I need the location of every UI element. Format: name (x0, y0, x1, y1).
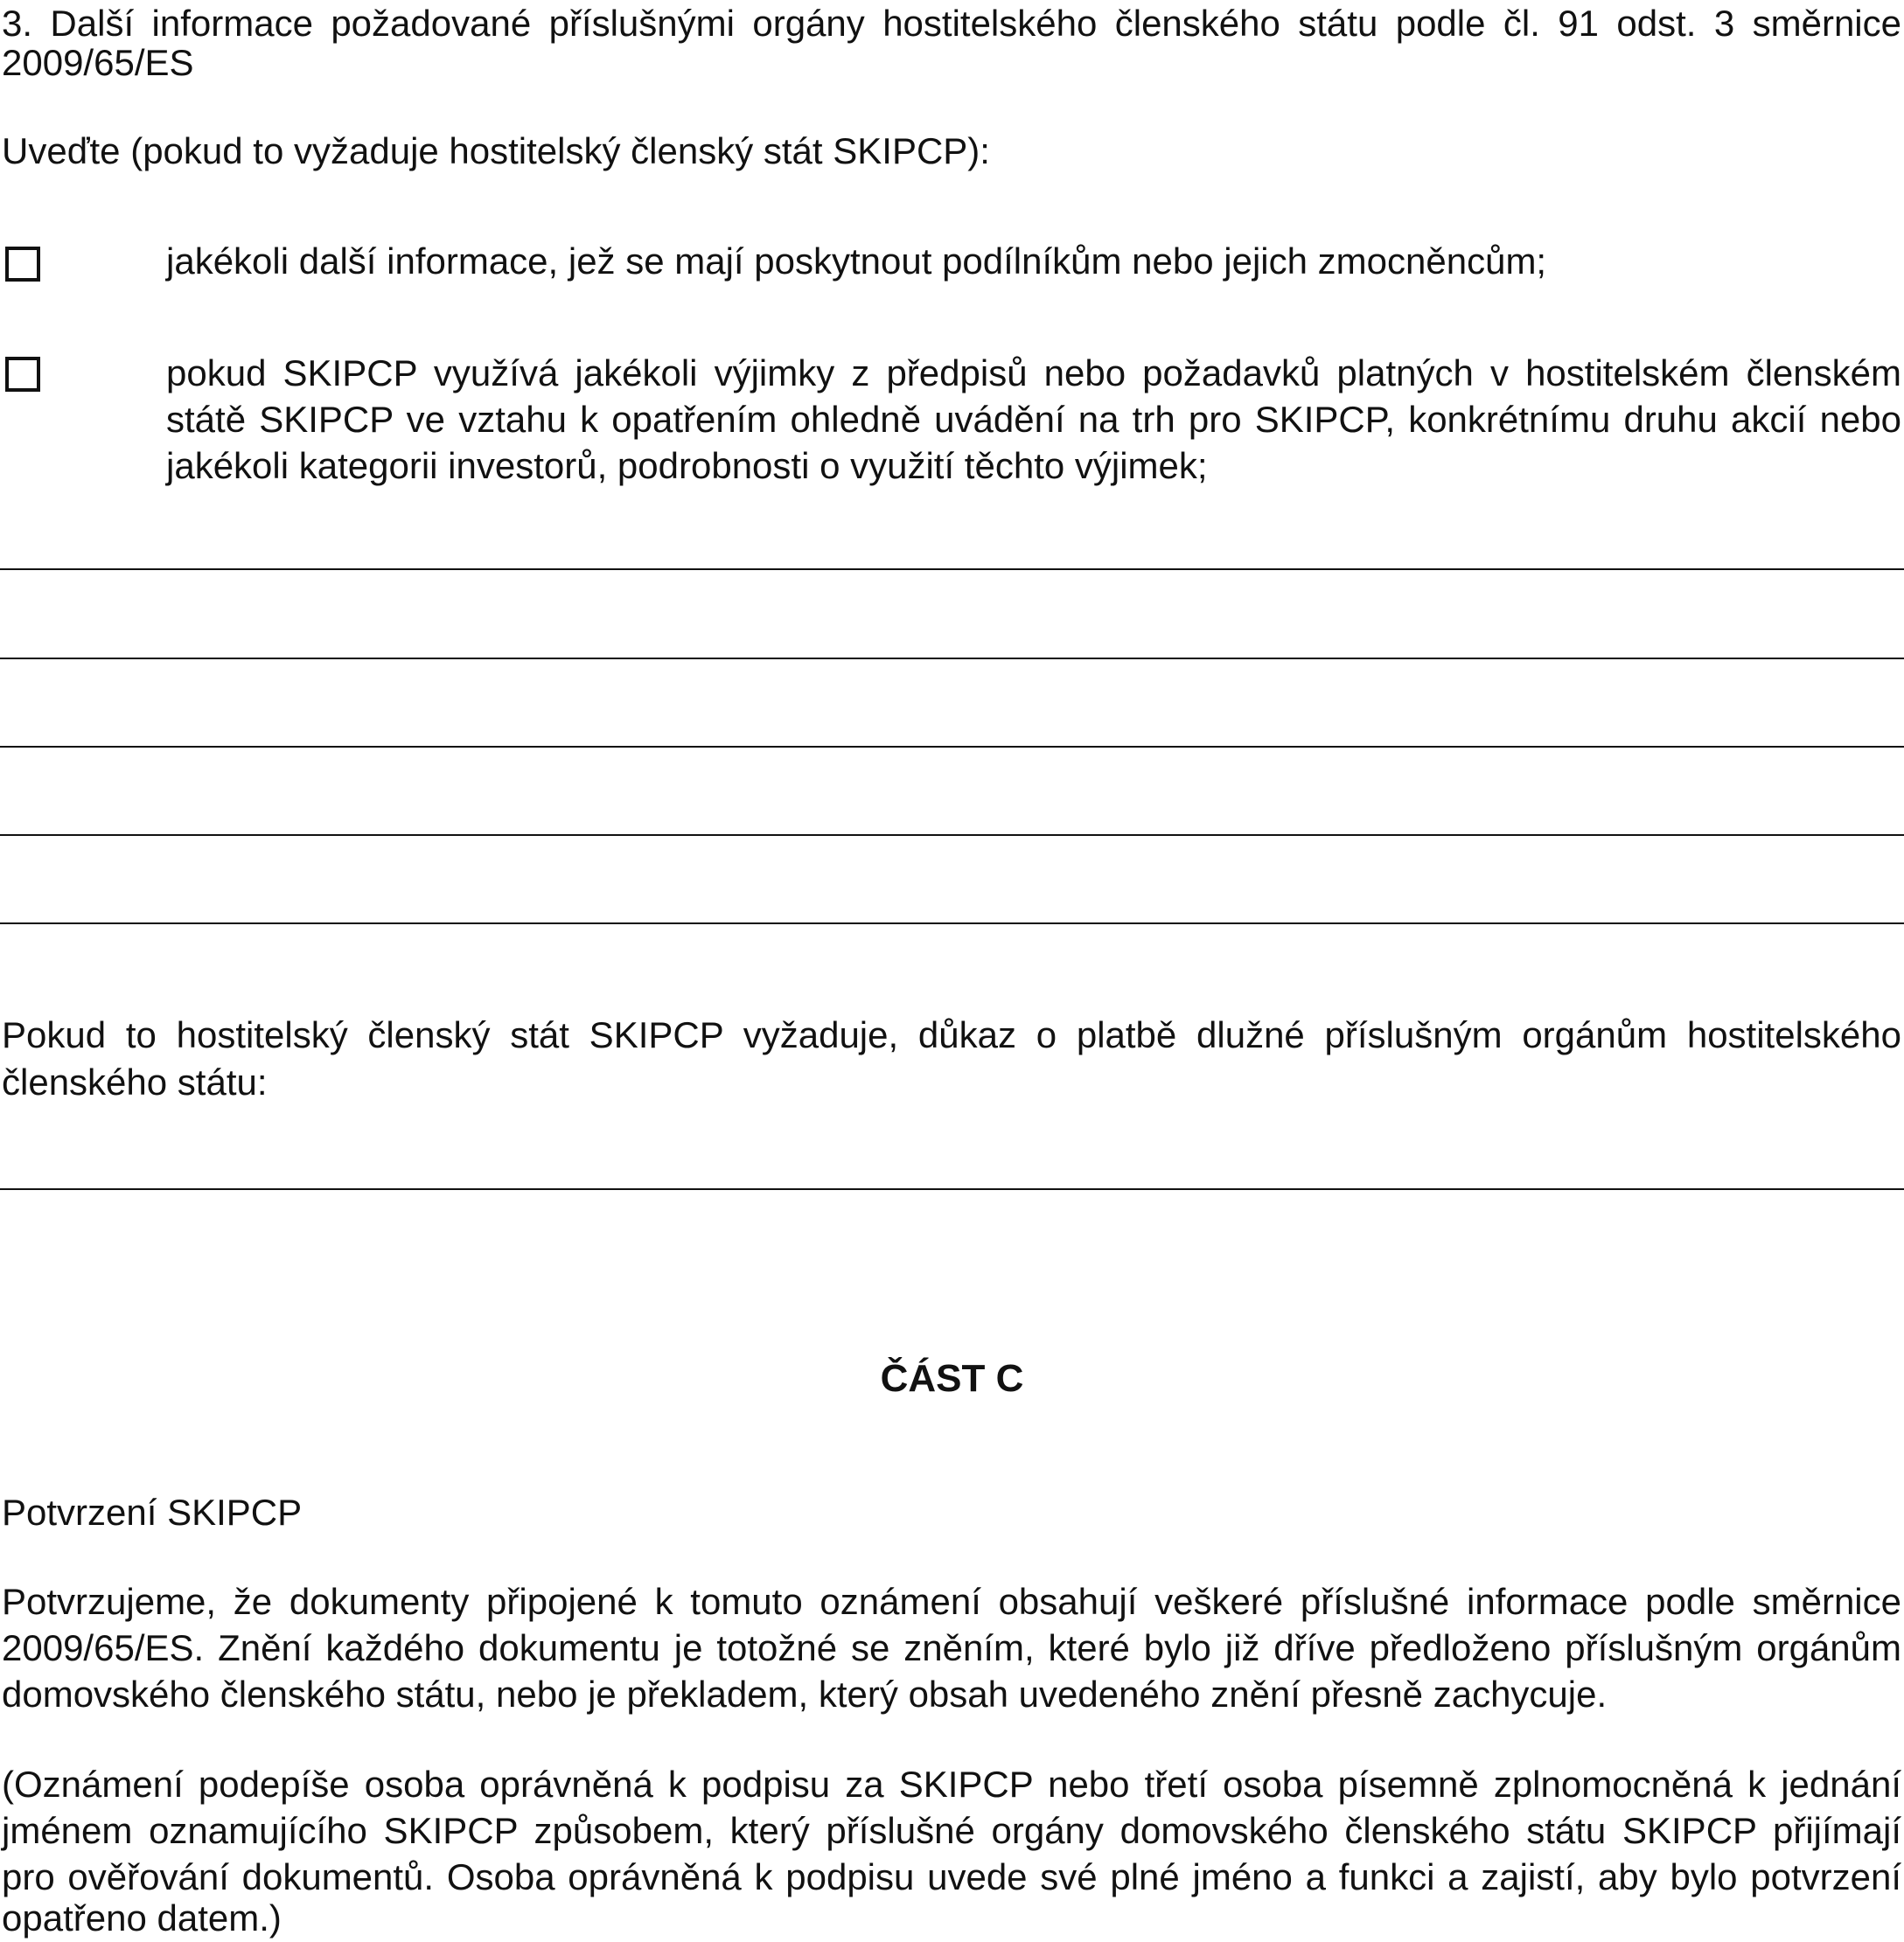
payment-proof-line-2: členského státu: (2, 1061, 268, 1103)
confirmation-line-3: domovského členského státu, nebo je překladem, který obsah uvedeného znění přesně zachycuje. (2, 1674, 1608, 1715)
part-c-subheading: Potvrzení SKIPCP (2, 1492, 303, 1533)
fill-in-line-1[interactable] (0, 568, 1904, 570)
part-c-heading: ČÁST C (880, 1357, 1024, 1400)
section-title-line-2: 2009/65/ES (2, 42, 194, 83)
checkbox-1-label: jakékoli další informace, jež se mají poskytnout podílníkům nebo jejich zmocněncům; (166, 240, 1547, 282)
note-line-4: opatřeno datem.) (2, 1897, 282, 1939)
fill-in-line-3[interactable] (0, 746, 1904, 748)
note-line-3: pro ověřování dokumentů. Osoba oprávněná k podpisu uvede své plné jméno a funkci a zajistí, aby bylo potvrzení (2, 1856, 1901, 1897)
intro-text: Uveďte (pokud to vyžaduje hostitelský členský stát SKIPCP): (2, 130, 990, 171)
checkbox-2-label-line-2: státě SKIPCP ve vztahu k opatřením ohledně uvádění na trh pro SKIPCP, konkrétnímu druhu akcií nebo (166, 399, 1901, 440)
fill-in-line-5[interactable] (0, 922, 1904, 924)
note-line-2: jménem oznamujícího SKIPCP způsobem, který příslušné orgány domovského členského státu SKIPCP přijímají (2, 1810, 1901, 1851)
section-title-line-1: 3. Další informace požadované příslušnými orgány hostitelského členského státu podle čl. 91 odst. 3 směrnice (2, 3, 1901, 44)
payment-proof-line-1: Pokud to hostitelský členský stát SKIPCP vyžaduje, důkaz o platbě dlužné příslušným orgánům hostitelského (2, 1014, 1901, 1055)
checkbox-exemptions[interactable] (5, 357, 40, 392)
checkbox-additional-information[interactable] (5, 247, 40, 282)
payment-fill-in-line[interactable] (0, 1188, 1904, 1190)
fill-in-line-2[interactable] (0, 658, 1904, 659)
fill-in-line-4[interactable] (0, 834, 1904, 836)
checkbox-2-label-line-1: pokud SKIPCP využívá jakékoli výjimky z předpisů nebo požadavků platných v hostitelském členském (166, 352, 1901, 393)
checkbox-2-label-line-3: jakékoli kategorii investorů, podrobnosti o využití těchto výjimek; (166, 445, 1208, 486)
confirmation-line-1: Potvrzujeme, že dokumenty připojené k tomuto oznámení obsahují veškeré příslušné informace podle směrnice (2, 1581, 1901, 1622)
note-line-1: (Oznámení podepíše osoba oprávněná k podpisu za SKIPCP nebo třetí osoba písemně zplnomocněná k jednání (2, 1764, 1901, 1805)
confirmation-line-2: 2009/65/ES. Znění každého dokumentu je totožné se zněním, které bylo již dříve předloženo příslušným orgánům (2, 1627, 1901, 1668)
